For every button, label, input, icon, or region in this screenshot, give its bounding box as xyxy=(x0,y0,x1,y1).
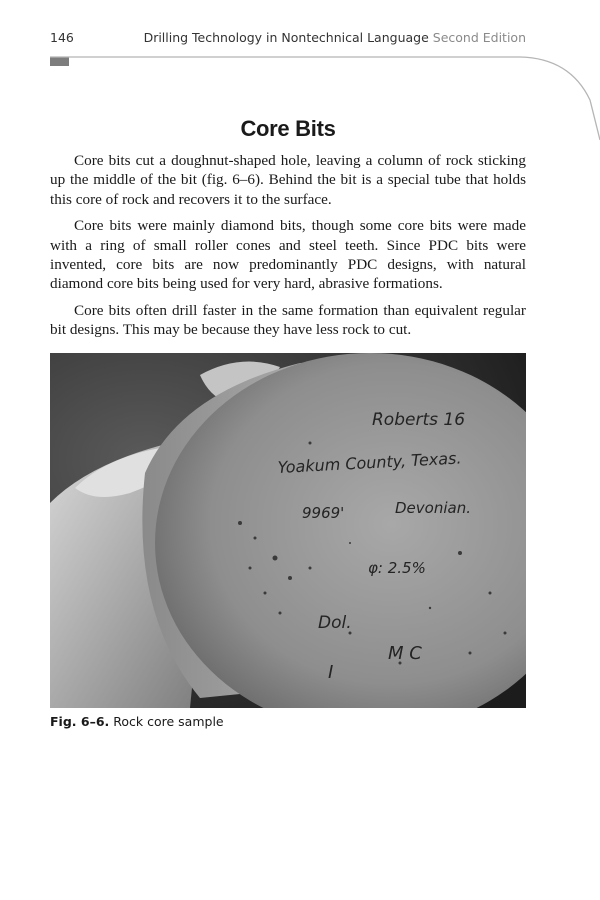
page-number: 146 xyxy=(50,30,74,45)
book-title: Drilling Technology in Nontechnical Language xyxy=(143,30,429,45)
running-title xyxy=(144,30,526,45)
paragraph: Core bits were mainly diamond bits, though some core bits were made with a ring of small roller cones and steel teeth. Since PDC bits were invented, core bits are now predominantly PDC designs, with natural diamond core bits being used for very hard, abrasive formations. xyxy=(50,217,526,293)
section-tab-mark xyxy=(50,57,69,66)
caption-label: Fig. 6–6. xyxy=(50,714,110,729)
handwriting-line: I xyxy=(328,662,334,683)
figure-caption xyxy=(50,714,526,729)
handwriting-line: Roberts 16 xyxy=(372,410,466,430)
edition-label: Second Edition xyxy=(432,30,526,45)
figure-photo xyxy=(50,353,526,708)
running-header xyxy=(50,30,526,50)
handwriting-line: M C xyxy=(388,643,422,664)
paragraph: Core bits often drill faster in the same formation than equivalent regular bit designs. This may be because they have less rock to cut. xyxy=(50,301,526,339)
handwriting-line: 9969' xyxy=(302,504,345,522)
handwriting-line: Yoakum County, Texas. xyxy=(277,448,462,477)
handwriting-line: Devonian. xyxy=(395,499,471,517)
caption-text: Rock core sample xyxy=(113,714,224,729)
handwriting-line: Dol. xyxy=(318,613,352,633)
paragraph: Core bits cut a doughnut-shaped hole, leaving a column of rock sticking up the middle of the bit (fig. 6–6). Behind the bit is a special tube that holds this core of rock and recovers it to the surface. xyxy=(50,152,526,208)
rock-core-photo xyxy=(50,353,526,708)
body-text xyxy=(50,151,526,347)
section-title: Core Bits xyxy=(240,116,336,141)
handwriting-line: φ: 2.5% xyxy=(368,559,426,577)
